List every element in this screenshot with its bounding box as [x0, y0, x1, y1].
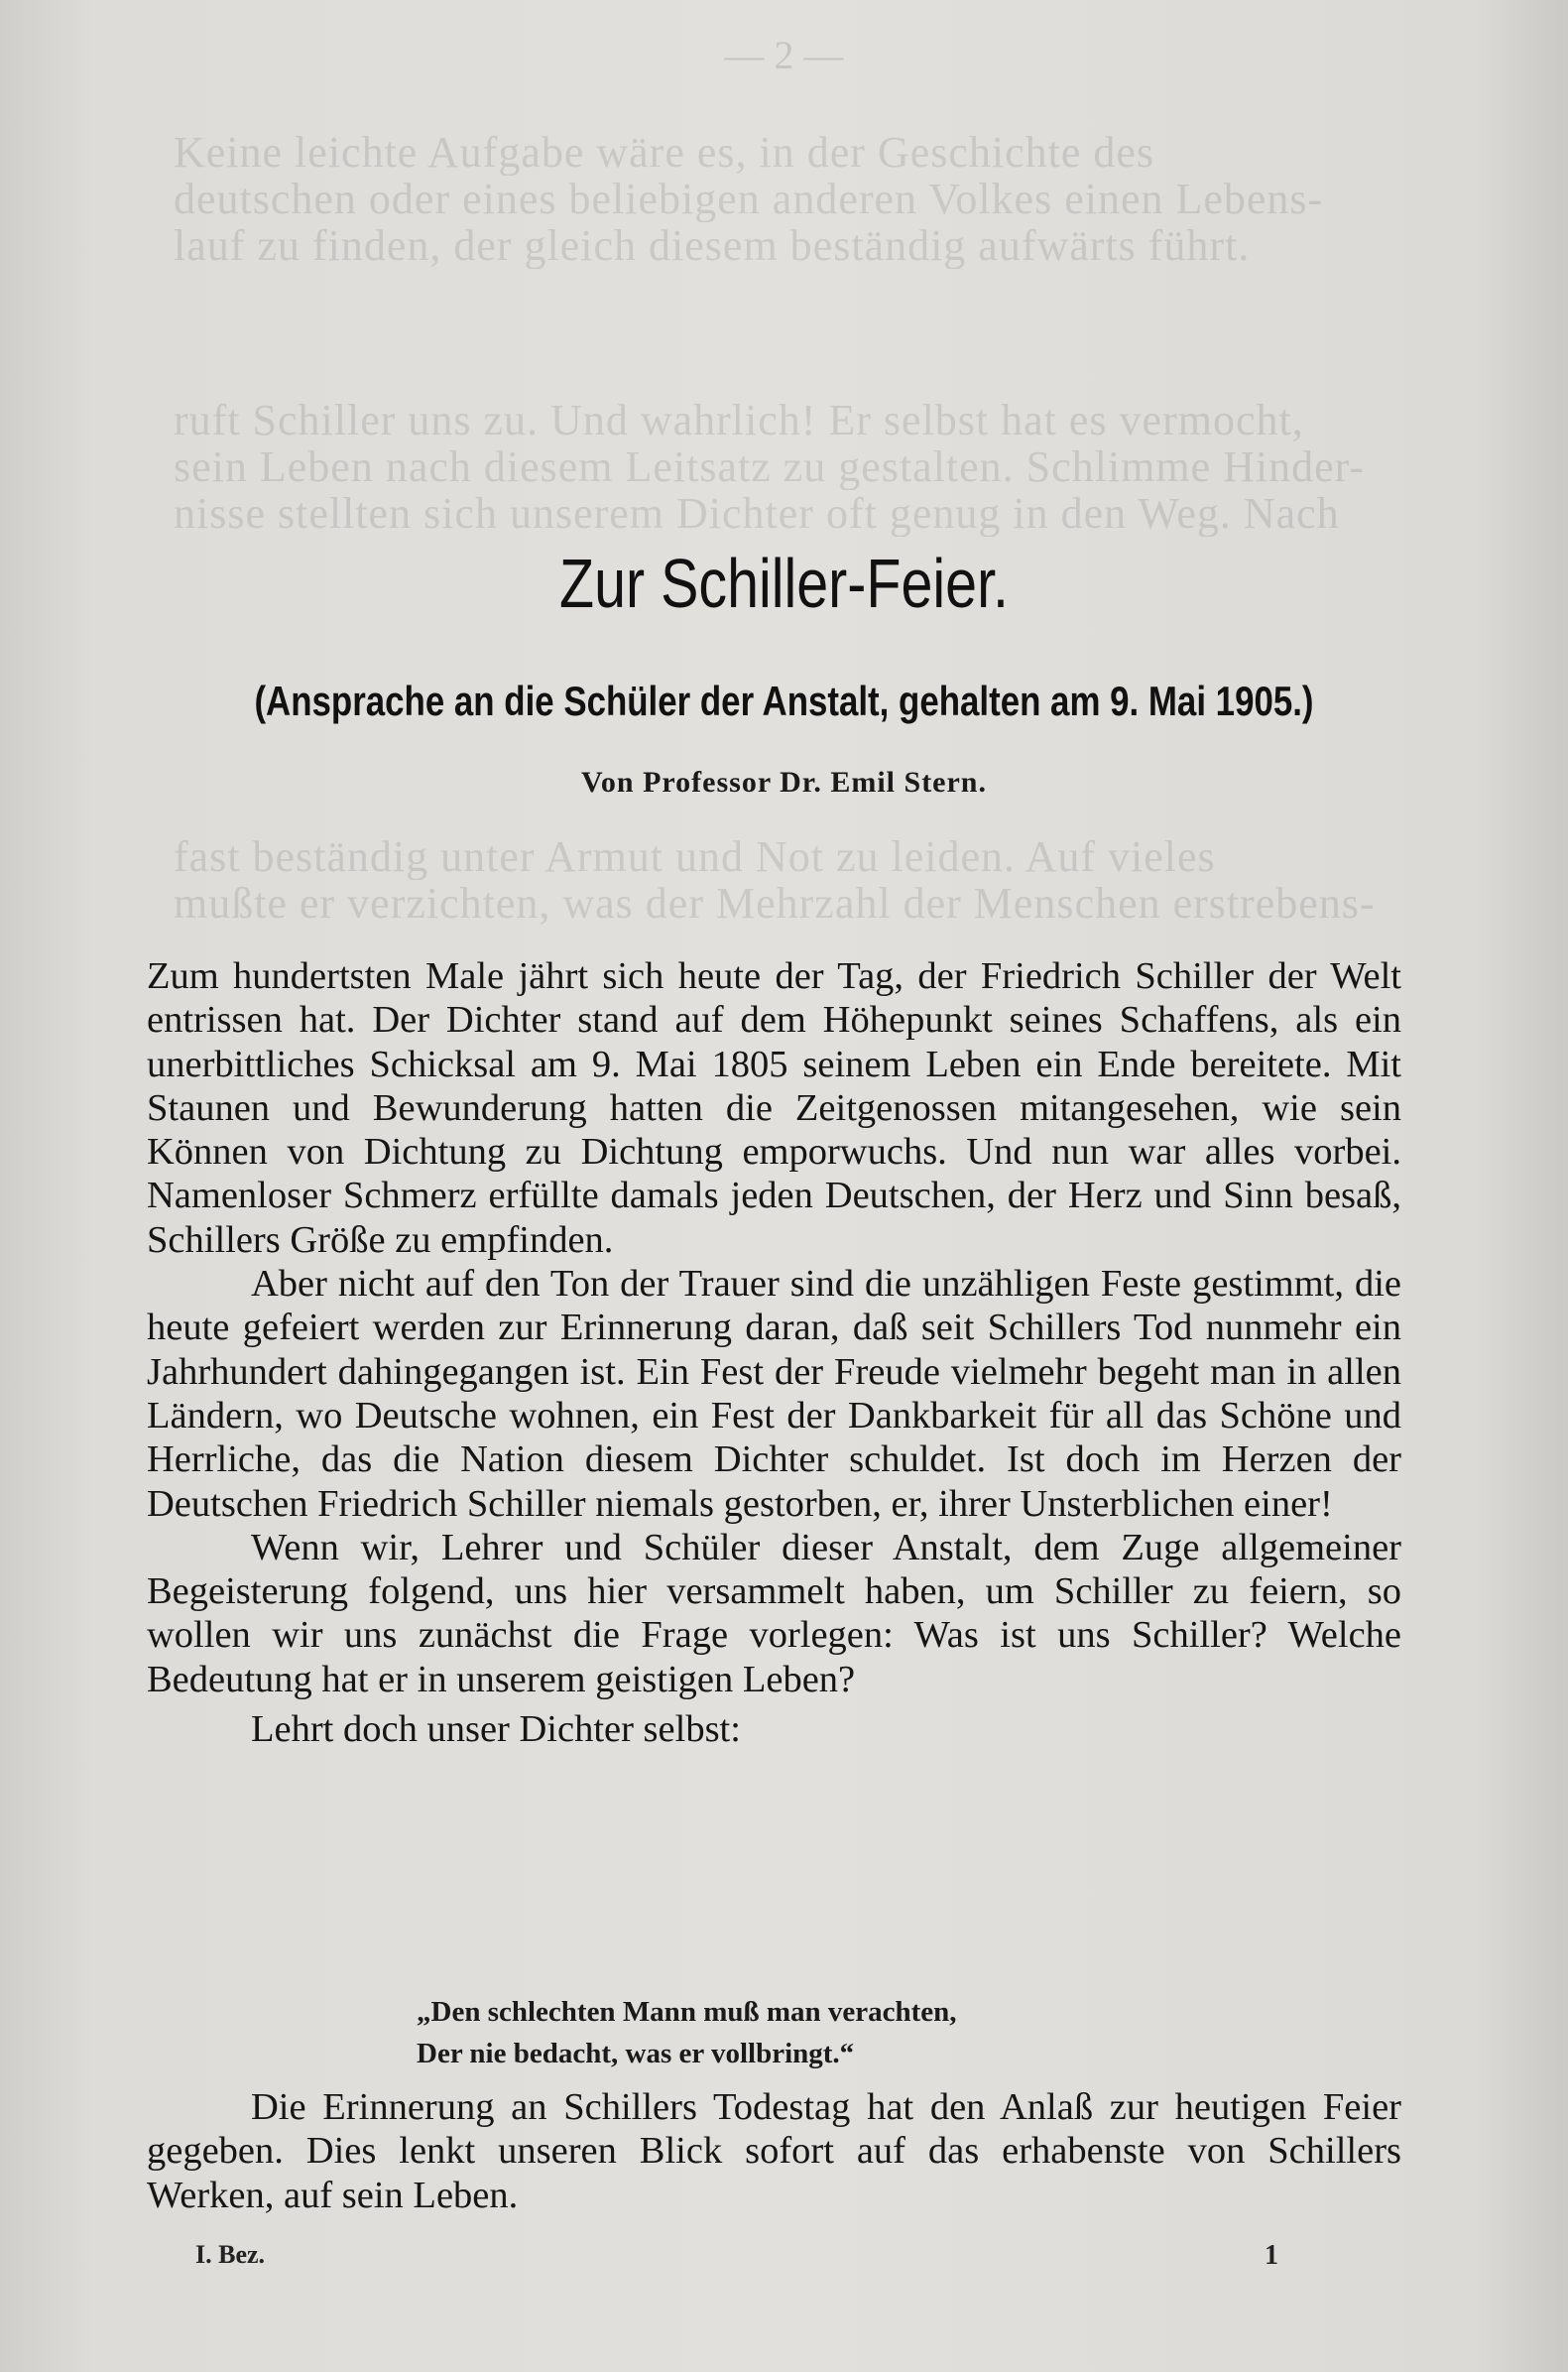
show-through-line: mußte er verzichten, was der Mehrzahl der Menschen erstrebens- — [174, 880, 1376, 927]
show-through-line: deutschen oder eines beliebigen anderen Volkes einen Lebens- — [174, 176, 1324, 222]
paragraph: Zum hundertsten Male jährt sich heute der Tag, der Friedrich Schiller der Welt entrissen hat. Der Dichter stand auf dem Höhepunkt seines Schaffens, als ein unerbittliches Schicksal am 9. Mai 1805 seinem Leben ein Ende bereitete. Mit Staunen und Bewunderung hatten die Zeitgenossen mitangesehen, wie sein Können von Dichtung zu Dichtung emporwuchs. Und nun war alles vorbei. Namenloser Schmerz erfüllte damals jeden Deutschen, der Herz und Sinn besaß, Schillers Größe zu empfinden. — [147, 955, 1401, 1261]
page-title: Zur Schiller-Feier. — [559, 545, 1009, 622]
show-through-line: fast beständig unter Armut und Not zu leiden. Auf vieles — [174, 833, 1216, 880]
paragraph: Die Erinnerung an Schillers Todestag hat den Anlaß zur heutigen Feier gegeben. Dies lenkt unseren Blick sofort auf das erhabenste von Schillers Werken, auf sein Leben. — [147, 2086, 1401, 2216]
verse-line: Der nie bedacht, was er vollbringt.“ — [417, 2038, 855, 2069]
paragraph: Aber nicht auf den Ton der Trauer sind die unzähligen Feste gestimmt, die heute gefeiert werden zur Erinnerung daran, daß seit Schillers Tod nunmehr ein Jahrhundert dahingegangen ist. Ein Fest der Freude vielmehr begeht man in allen Ländern, wo Deutsche wohnen, ein Fest der Dankbarkeit für all das Schöne und Herrliche, das die Nation diesem Dichter schuldet. Ist doch im Herzen der Deutschen Friedrich Schiller niemals gestorben, er, ihrer Unsterblichen einer! — [147, 1263, 1401, 1525]
show-through-line: lauf zu finden, der gleich diesem beständig aufwärts führt. — [174, 222, 1251, 269]
page-number: 1 — [1265, 2240, 1278, 2271]
show-through-line: Keine leichte Aufgabe wäre es, in der Geschichte des — [174, 129, 1155, 176]
signature-mark: I. Bez. — [195, 2240, 266, 2269]
verse-line: „Den schlechten Mann muß man verachten, — [417, 1996, 957, 2028]
show-through-line: sein Leben nach diesem Leitsatz zu gestalten. Schlimme Hinder- — [174, 443, 1366, 490]
paragraph: Lehrt doch unser Dichter selbst: — [251, 1708, 741, 1751]
show-through-line: ruft Schiller uns zu. Und wahrlich! Er selbst hat es vermocht, — [174, 397, 1304, 443]
verse-quote — [417, 1991, 957, 2074]
body-text — [147, 954, 1401, 1751]
paragraph: Wenn wir, Lehrer und Schüler dieser Anstalt, dem Zuge allgemeiner Begeisterung folgend, uns hier versammelt haben, um Schiller zu feiern, so wollen wir uns zunächst die Frage vorlegen: Was ist uns Schiller? Welche Bedeutung hat er in unserem geistigen Leben? — [147, 1526, 1401, 1700]
closing-paragraph-block — [147, 2085, 1401, 2217]
show-through-line: nisse stellten sich unserem Dichter oft genug in den Weg. Nach — [174, 490, 1340, 537]
page-subtitle: (Ansprache an die Schüler der Anstalt, gehalten am 9. Mai 1905.) — [254, 678, 1314, 724]
author-line: Von Professor Dr. Emil Stern. — [580, 766, 987, 799]
show-through-page-mark: — 2 — — [724, 33, 844, 77]
